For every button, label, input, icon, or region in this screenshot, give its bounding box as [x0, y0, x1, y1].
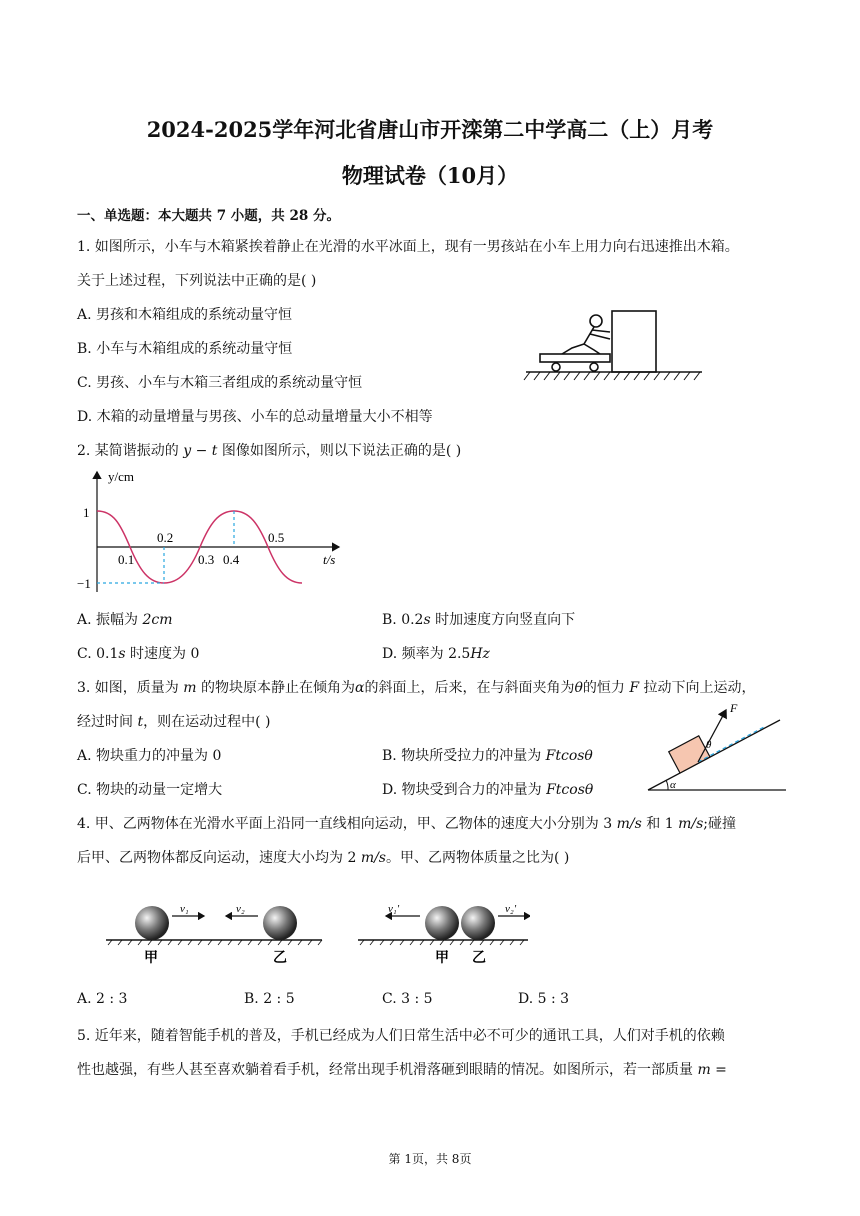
q4-option-d: D. 5 : 3: [518, 991, 570, 1007]
q1-option-c: C. 男孩、小车与木箱三者组成的系统动量守恒: [77, 375, 363, 391]
q4-option-c: C. 3 : 5: [382, 991, 433, 1007]
q2-stem: 2. 某简谐振动的 y − t 图像如图所示，则以下说法正确的是( ): [77, 443, 462, 459]
exam-title-line2: 物理试卷（10月）: [341, 163, 519, 188]
y-tick-top: 1: [83, 505, 90, 520]
q3-incline-figure: [640, 698, 790, 796]
q3-stem-line2: 经过时间 t，则在运动过程中( ): [77, 714, 271, 730]
q3-stem-line1: 3. 如图，质量为 m 的物块原本静止在倾角为α的斜面上，后来，在与斜面夹角为θ的恒力 F 拉动下向上运动，: [77, 680, 756, 696]
label-v2-prime: v₂′: [505, 903, 517, 915]
fig-alpha-label: α: [670, 779, 676, 791]
x-tick-0.5: 0.5: [268, 530, 285, 545]
ball-yi-after: [461, 906, 495, 940]
label-v2: v₂: [236, 903, 245, 915]
y-tick-bottom: −1: [77, 576, 91, 591]
q1-option-a: A. 男孩和木箱组成的系统动量守恒: [77, 307, 293, 323]
label-jia-before: 甲: [144, 951, 158, 966]
q1-stem-line2: 关于上述过程，下列说法中正确的是( ): [77, 273, 317, 289]
q5-line1: 5. 近年来，随着智能手机的普及，手机已经成为人们日常生活中必不可少的通讯工具，人们对手机的依赖: [77, 1028, 725, 1044]
q4-stem-line1: 4. 甲、乙两物体在光滑水平面上沿同一直线相向运动，甲、乙物体的速度大小分别为 3 m/s 和 1 m/s;碰撞: [77, 816, 736, 832]
q2-option-d: D. 频率为 2.5Hz: [382, 646, 490, 662]
q2-shm-graph: [75, 464, 350, 600]
exam-title-line1: 2024-2025学年河北省唐山市开滦第二中学高二（上）月考: [146, 117, 714, 142]
x-tick-0.4: 0.4: [223, 552, 240, 567]
fig-F-label: F: [730, 701, 738, 715]
q4-stem-line2: 后甲、乙两物体都反向运动，速度大小均为 2 m/s。甲、乙两物体质量之比为( ): [77, 850, 570, 866]
page-footer: 第 1页，共 8页: [388, 1152, 472, 1166]
q4-option-b: B. 2 : 5: [244, 991, 295, 1007]
ball-yi-before: [263, 906, 297, 940]
x-tick-0.2: 0.2: [157, 530, 174, 545]
q3-option-d: D. 物块受到合力的冲量为 Ftcosθ: [382, 782, 594, 798]
q2-option-a: A. 振幅为 2cm: [77, 612, 173, 628]
label-jia-after: 甲: [435, 951, 449, 966]
label-yi-after: 乙: [472, 951, 486, 966]
q1-option-d: D. 木箱的动量增量与男孩、小车的总动量增量大小不相等: [77, 409, 433, 425]
q3-option-c: C. 物块的动量一定增大: [77, 782, 223, 798]
q4-option-a: A. 2 : 3: [77, 991, 128, 1007]
fig-theta-label: θ: [706, 739, 712, 751]
x-axis-label: t/s: [323, 552, 336, 567]
ball-jia-after: [425, 906, 459, 940]
q4-collision-figure: [100, 892, 530, 972]
x-tick-0.3: 0.3: [198, 552, 215, 567]
q1-option-b: B. 小车与木箱组成的系统动量守恒: [77, 341, 293, 357]
label-v1-prime: v₁′: [388, 903, 400, 915]
q2-option-c: C. 0.1s 时速度为 0: [77, 646, 200, 662]
y-axis-label: y/cm: [108, 469, 134, 484]
label-yi-before: 乙: [273, 951, 287, 966]
q1-stem-line1: 1. 如图所示，小车与木箱紧挨着静止在光滑的水平冰面上，现有一男孩站在小车上用力向右迅速推出木箱。: [77, 239, 739, 255]
q2-option-b: B. 0.2s 时加速度方向竖直向下: [382, 612, 576, 628]
label-v1: v₁: [180, 903, 189, 915]
section-heading: 一、单选题：本大题共 7 小题，共 28 分。: [77, 208, 340, 224]
ball-jia-before: [135, 906, 169, 940]
x-tick-0.1: 0.1: [118, 552, 135, 567]
q3-option-b: B. 物块所受拉力的冲量为 Ftcosθ: [382, 748, 593, 764]
q1-cart-crate-figure: [520, 306, 705, 386]
q5-line2: 性也越强，有些人甚至喜欢躺着看手机，经常出现手机滑落砸到眼睛的情况。如图所示，若一部质量 m =: [77, 1062, 727, 1078]
block: [669, 736, 710, 773]
q3-option-a: A. 物块重力的冲量为 0: [77, 748, 222, 764]
